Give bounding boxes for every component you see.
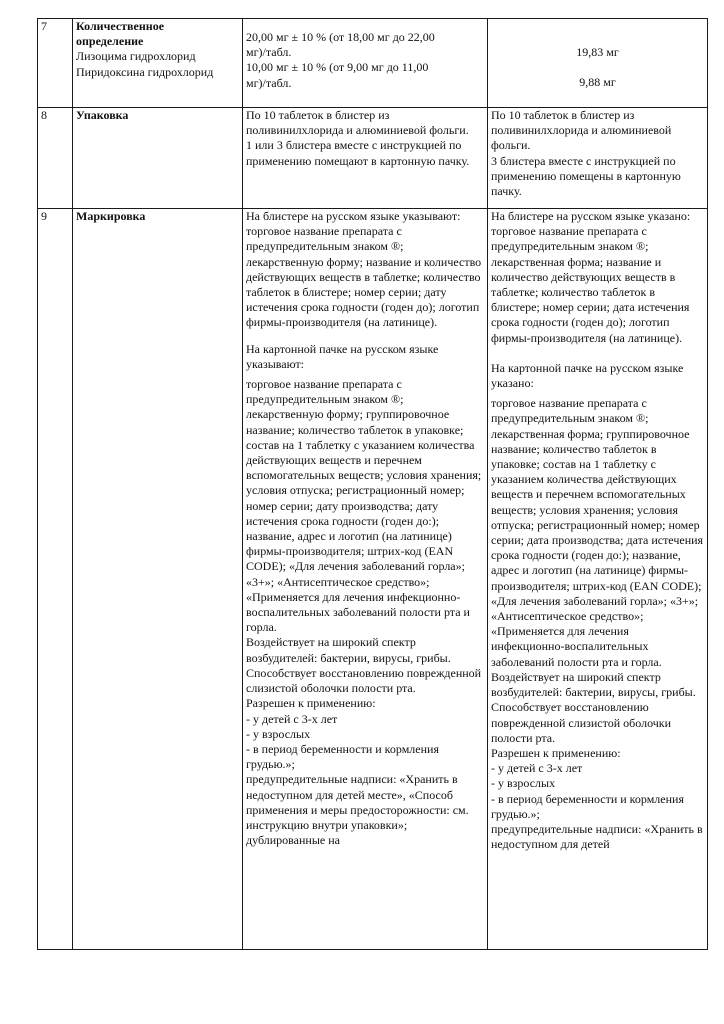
row-number: 9 [38,209,73,950]
blister-heading: На блистере на русском языке указано: [491,209,691,223]
carton-heading: На картонной пачке на русском языке указывают: [246,341,439,371]
claim-text: Разрешен к применению: [246,696,376,711]
parameter-cell [73,108,243,209]
carton-text: торговое название препарата с предупредительным знаком ®; лекарственную форму; группировочное название; количество таблеток в упаковке; состав на 1 таблетку с указанием количества действующих веществ и перечнем вспомогательных веществ; условия хранения; условия отпуска; регистрационный номер; номер серии; дату производства; дату истечения срока годности (годен до:); название, адрес и логотип (на латинице) фирмы-производителя; штрих-код (EAN CODE); «Для лечения заболеваний горла»; «3+»; «Антисептическое средство»; [246,377,482,589]
warning-text: предупредительные надписи: «Хранить в недоступном для детей месте», «Способ применения и меры предосторожности: см. инструкцию внутри упаковки»; дублированные на [246,772,469,848]
row-number: 8 [38,108,73,209]
blister-text: торговое название препарата с предупредительным знаком ®; лекарственную форму; название и количество действующих веществ в таблетке; количество таблеток в блистере; номер серии; дату истечения срока годности (годен до); логотип фирмы-производителя (на латинице). [246,224,482,330]
claim-text: Воздействует на широкий спектр возбудителей: бактерии, вирусы, грибы. [491,669,696,700]
blister-text: торговое название препарата с предупредительным знаком ®; лекарственная форма; название и количество действующих веществ в таблетке; количество таблеток в блистере; номер серии; дата истечения срока годности (годен до); логотип фирмы-производителя (на латинице). [491,224,690,345]
spec-line: 10,00 мг ± 10 % (от 9,00 мг до 11,00 [246,60,429,75]
result-cell [488,108,708,209]
substance-name: Лизоцима гидрохлорид [76,49,196,64]
carton-text: торговое название препарата с предупредительным знаком ®; лекарственная форма; группировочное название; количество таблеток в упаковке; состав на 1 таблетку с указанием количества действующих веществ и перечнем вспомогательных веществ; условия хранения; условия отпуска; регистрационный номер; номер серии; дата производства; дата истечения срока годности (годен до:); название, адрес и логотип (на латинице) фирмы-производителя; штрих-код (EAN CODE); «Для лечения заболеваний горла»; «3+»; «Антисептическое средство»; [491,396,704,624]
claim-text: Воздействует на широкий спектр возбудителей: бактерии, вирусы, грибы. [246,635,451,665]
parameter-cell [73,19,243,108]
specification-table [37,18,708,950]
carton-heading: На картонной пачке на русском языке указано: [491,360,684,391]
result-paragraph: 3 блистера вместе с инструкцией по применению помещены в картонную пачку. [491,153,681,199]
claim-text: - у взрослых [246,726,311,741]
warning-text: предупредительные надписи: «Хранить в недоступном для детей [491,821,703,852]
parameter-title: Количественное [76,19,165,33]
spec-line: мг)/табл. [246,45,292,60]
specification-cell [243,108,488,209]
row-number: 7 [38,19,73,108]
table-row-labeling [38,209,708,950]
result-value: 19,83 мг [576,45,619,59]
spec-line: мг)/табл. [246,75,292,90]
table-row-assay [38,19,708,108]
claim-text: - у детей с 3-х лет [491,761,583,776]
result-paragraph: По 10 таблеток в блистер из поливинилхлорида и алюминиевой фольги. [491,108,672,153]
substance-name: Пиридоксина гидрохлорид [76,64,214,79]
spec-paragraph: 1 или 3 блистера вместе с инструкцией по применению помещают в картонную пачку. [246,138,470,168]
claim-text: Способствует восстановлению поврежденной слизистой оболочки полости рта. [491,700,672,745]
claim-text: - у взрослых [491,776,556,791]
blister-heading: На блистере на русском языке указывают: [246,209,461,223]
spec-paragraph: По 10 таблеток в блистер из поливинилхлорида и алюминиевой фольги. [246,108,469,138]
table-row-packaging [38,108,708,209]
spec-line: 20,00 мг ± 10 % (от 18,00 мг до 22,00 [246,30,435,44]
specification-cell [243,209,488,950]
claim-text: - в период беременности и кормления грудью.»; [491,791,684,821]
parameter-title: Маркировка [76,209,146,223]
parameter-title: определение [76,34,144,49]
claim-text: Способствует восстановлению поврежденной слизистой оболочки полости рта. [246,665,482,696]
result-cell [488,209,708,950]
claim-text: Разрешен к применению: [491,745,621,760]
result-cell [488,19,708,108]
specification-cell [243,19,488,108]
parameter-cell [73,209,243,950]
result-value: 9,88 мг [579,75,616,90]
parameter-title: Упаковка [76,108,129,122]
claim-text: - у детей с 3-х лет [246,711,338,726]
claim-text: «Применяется для лечения инфекционно-воспалительных заболеваний полости рта и горла. [491,624,662,669]
claim-text: «Применяется для лечения инфекционно-воспалительных заболеваний полости рта и горла. [246,589,470,635]
claim-text: - в период беременности и кормления грудью.»; [246,741,439,772]
